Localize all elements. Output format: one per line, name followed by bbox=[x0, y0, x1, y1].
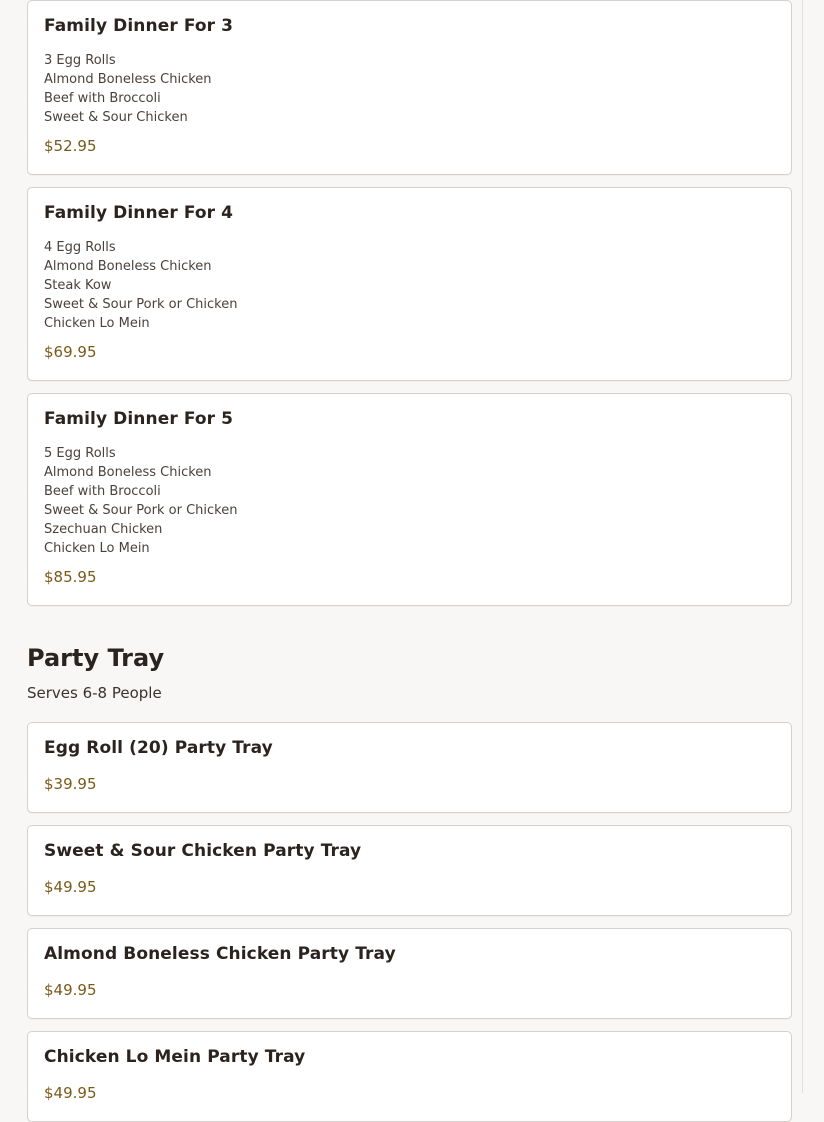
section-subtitle: Serves 6-8 People bbox=[27, 684, 162, 702]
description-line: Szechuan Chicken bbox=[44, 522, 163, 537]
description-line: Chicken Lo Mein bbox=[44, 316, 150, 331]
menu-item-price: $49.95 bbox=[44, 1084, 97, 1102]
menu-item-card[interactable] bbox=[27, 928, 792, 1019]
description-line: Beef with Broccoli bbox=[44, 91, 161, 106]
menu-item-card[interactable] bbox=[27, 0, 792, 175]
menu-item-price: $39.95 bbox=[44, 775, 97, 793]
menu-item-description bbox=[44, 238, 237, 333]
description-line: Sweet & Sour Chicken bbox=[44, 110, 188, 125]
section-title: Party Tray bbox=[27, 644, 165, 672]
description-line: Almond Boneless Chicken bbox=[44, 465, 212, 480]
description-line: Almond Boneless Chicken bbox=[44, 72, 212, 87]
description-line: 5 Egg Rolls bbox=[44, 446, 116, 461]
menu-item-card[interactable] bbox=[27, 187, 792, 381]
menu-item-title: Chicken Lo Mein Party Tray bbox=[44, 1047, 306, 1067]
description-line: Steak Kow bbox=[44, 278, 112, 293]
menu-item-price: $49.95 bbox=[44, 981, 97, 999]
menu-item-title: Egg Roll (20) Party Tray bbox=[44, 738, 273, 758]
menu-item-description bbox=[44, 444, 237, 558]
menu-item-card[interactable] bbox=[27, 825, 792, 916]
description-line: 4 Egg Rolls bbox=[44, 240, 116, 255]
description-line: Almond Boneless Chicken bbox=[44, 259, 212, 274]
description-line: Chicken Lo Mein bbox=[44, 541, 150, 556]
menu-item-title: Family Dinner For 3 bbox=[44, 16, 234, 36]
menu-item-card[interactable] bbox=[27, 1031, 792, 1122]
menu-item-card[interactable] bbox=[27, 722, 792, 813]
description-line: Sweet & Sour Pork or Chicken bbox=[44, 503, 238, 518]
menu-item-price: $85.95 bbox=[44, 568, 97, 586]
menu-item-price: $69.95 bbox=[44, 343, 97, 361]
menu-item-title: Family Dinner For 5 bbox=[44, 409, 234, 429]
menu-item-card[interactable] bbox=[27, 393, 792, 606]
menu-item-title: Family Dinner For 4 bbox=[44, 203, 234, 223]
description-line: Beef with Broccoli bbox=[44, 484, 161, 499]
menu-item-title: Almond Boneless Chicken Party Tray bbox=[44, 944, 396, 964]
description-line: Sweet & Sour Pork or Chicken bbox=[44, 297, 238, 312]
menu-item-title: Sweet & Sour Chicken Party Tray bbox=[44, 841, 362, 861]
description-line: 3 Egg Rolls bbox=[44, 53, 116, 68]
menu-item-price: $49.95 bbox=[44, 878, 97, 896]
menu-item-description bbox=[44, 51, 212, 127]
menu-item-price: $52.95 bbox=[44, 137, 97, 155]
